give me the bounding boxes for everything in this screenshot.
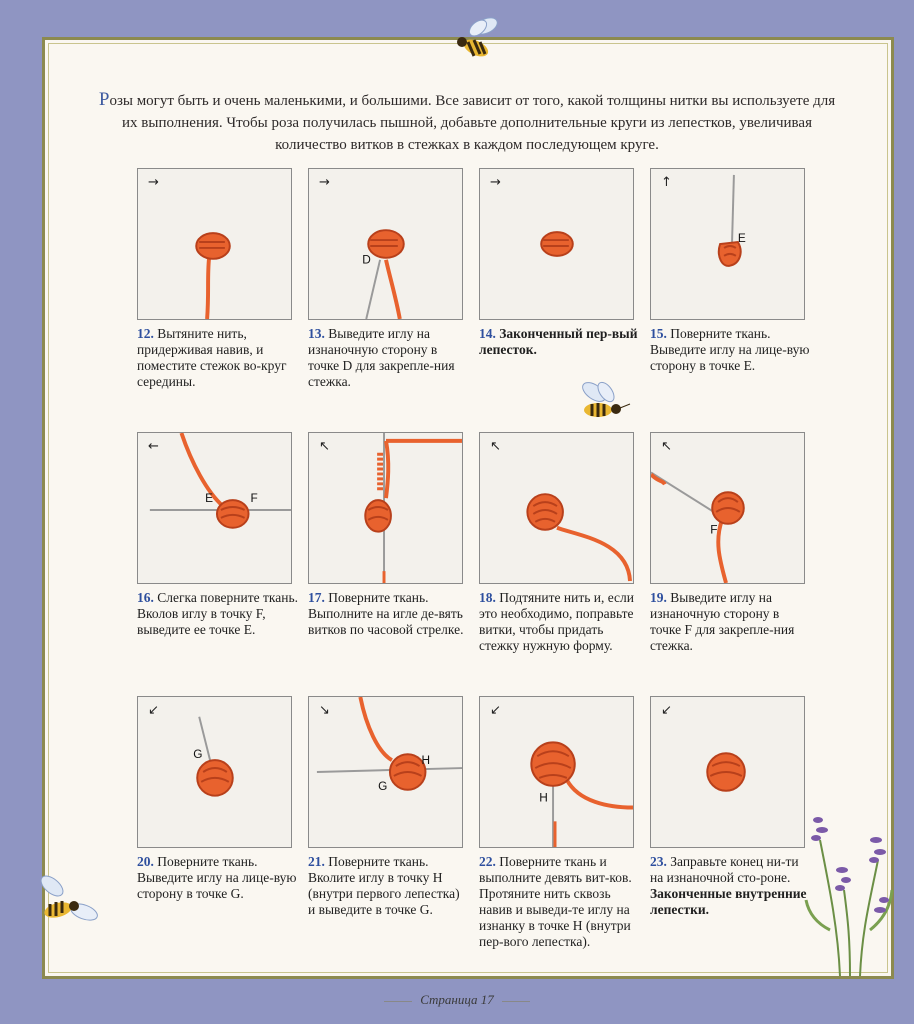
direction-arrow-icon: ← [148, 439, 159, 454]
step-17-photo [308, 432, 463, 584]
direction-arrow-icon: ↑ [661, 175, 672, 190]
step-text: Выведите иглу на изнаночную сторону в точке F для закрепле-ния стежка. [650, 590, 795, 653]
step-16-photo [137, 432, 292, 584]
step-text: Поверните ткань. Выведите иглу на лице-вую сторону в точке G. [137, 854, 297, 901]
step-15-photo [650, 168, 805, 320]
step-13-photo [308, 168, 463, 320]
step-text: Вытяните нить, придерживая навив, и поместите стежок во-круг середины. [137, 326, 287, 389]
point-label: H [421, 753, 431, 768]
step-text: Слегка поверните ткань. Вколов иглу в точку F, выведите ее точке E. [137, 590, 298, 637]
step-18-caption [479, 590, 641, 654]
point-label: F [710, 522, 718, 537]
point-label: G [378, 778, 388, 793]
direction-arrow-icon: ↖ [490, 439, 501, 454]
step-21-caption [308, 854, 470, 918]
step-number: 14. [479, 326, 496, 341]
step-number: 13. [308, 326, 325, 341]
point-label: F [250, 491, 258, 506]
direction-arrow-icon: ↙ [148, 703, 159, 718]
direction-arrow-icon: → [490, 175, 501, 190]
direction-arrow-icon: → [319, 175, 330, 190]
step-text: Поверните ткань. Выведите иглу на лице-вую сторону в точке E. [650, 326, 810, 373]
step-14-caption [479, 326, 641, 358]
step-text: Поверните ткань и выполните девять вит-ков. Протяните нить сквозь навив и выведи-те иглу на изнанку в точке H (внутри пер-вого лепестка). [479, 854, 632, 949]
step-number: 22. [479, 854, 496, 869]
bee-icon [576, 378, 634, 426]
bee-icon [36, 872, 102, 928]
point-label: D [362, 252, 371, 267]
step-13-caption [308, 326, 470, 390]
step-bold-text: Законченные внутренние лепестки. [650, 886, 807, 917]
step-text: Подтяните нить и, если это необходимо, поправьте витки, чтобы придать стежку нужную форму. [479, 590, 635, 653]
step-text: Выведите иглу на изнаночную сторону в точке D для закрепле-ния стежка. [308, 326, 455, 389]
point-label: G [193, 747, 203, 762]
step-text: Поверните ткань. Выполните на игле де-вять витков по часовой стрелке. [308, 590, 464, 637]
step-number: 20. [137, 854, 154, 869]
direction-arrow-icon: ↖ [661, 439, 672, 454]
step-21-photo [308, 696, 463, 848]
step-18-photo [479, 432, 634, 584]
lavender-flower-icon [800, 800, 900, 976]
intro-drop-cap: Р [98, 89, 110, 110]
step-text: Поверните ткань. Вколите иглу в точку H (внутри первого лепестка) и выведите в точке G. [308, 854, 460, 917]
step-23-photo [650, 696, 805, 848]
step-bold-text: Законченный пер-вый лепесток. [479, 326, 638, 357]
direction-arrow-icon: ↙ [490, 703, 501, 718]
step-17-caption [308, 590, 470, 638]
bee-icon [448, 14, 500, 62]
step-15-caption [650, 326, 812, 374]
step-number: 19. [650, 590, 667, 605]
step-16-caption [137, 590, 299, 638]
page-number-footer: Страница 17 [0, 992, 914, 1008]
direction-arrow-icon: → [148, 175, 159, 190]
step-19-photo [650, 432, 805, 584]
point-label: E [737, 231, 746, 246]
point-label: H [539, 790, 548, 805]
direction-arrow-icon: ↘ [319, 703, 330, 718]
intro-text: озы могут быть и очень маленькими, и большими. Все зависит от того, какой толщины нитки вы используете для их выполнения. Чтобы роза получилась пышной, добавьте дополнительные круги из лепестков, увеличивая количество витков в стежках в каждом последующем круге. [109, 93, 836, 153]
step-22-caption [479, 854, 641, 950]
step-23-caption [650, 854, 812, 918]
step-number: 12. [137, 326, 154, 341]
step-19-caption [650, 590, 812, 654]
direction-arrow-icon: ↙ [661, 703, 672, 718]
step-14-photo [479, 168, 634, 320]
point-label: E [205, 491, 214, 506]
step-number: 18. [479, 590, 496, 605]
step-number: 21. [308, 854, 325, 869]
direction-arrow-icon: ↖ [319, 439, 330, 454]
step-number: 17. [308, 590, 325, 605]
step-12-photo [137, 168, 292, 320]
step-20-caption [137, 854, 299, 902]
step-20-photo [137, 696, 292, 848]
step-12-caption [137, 326, 299, 390]
step-number: 16. [137, 590, 154, 605]
step-text: Заправьте конец ни-ти на изнаночной сто-роне. [650, 854, 799, 885]
step-number: 15. [650, 326, 667, 341]
intro-paragraph [96, 89, 838, 156]
step-22-photo [479, 696, 634, 848]
step-number: 23. [650, 854, 667, 869]
